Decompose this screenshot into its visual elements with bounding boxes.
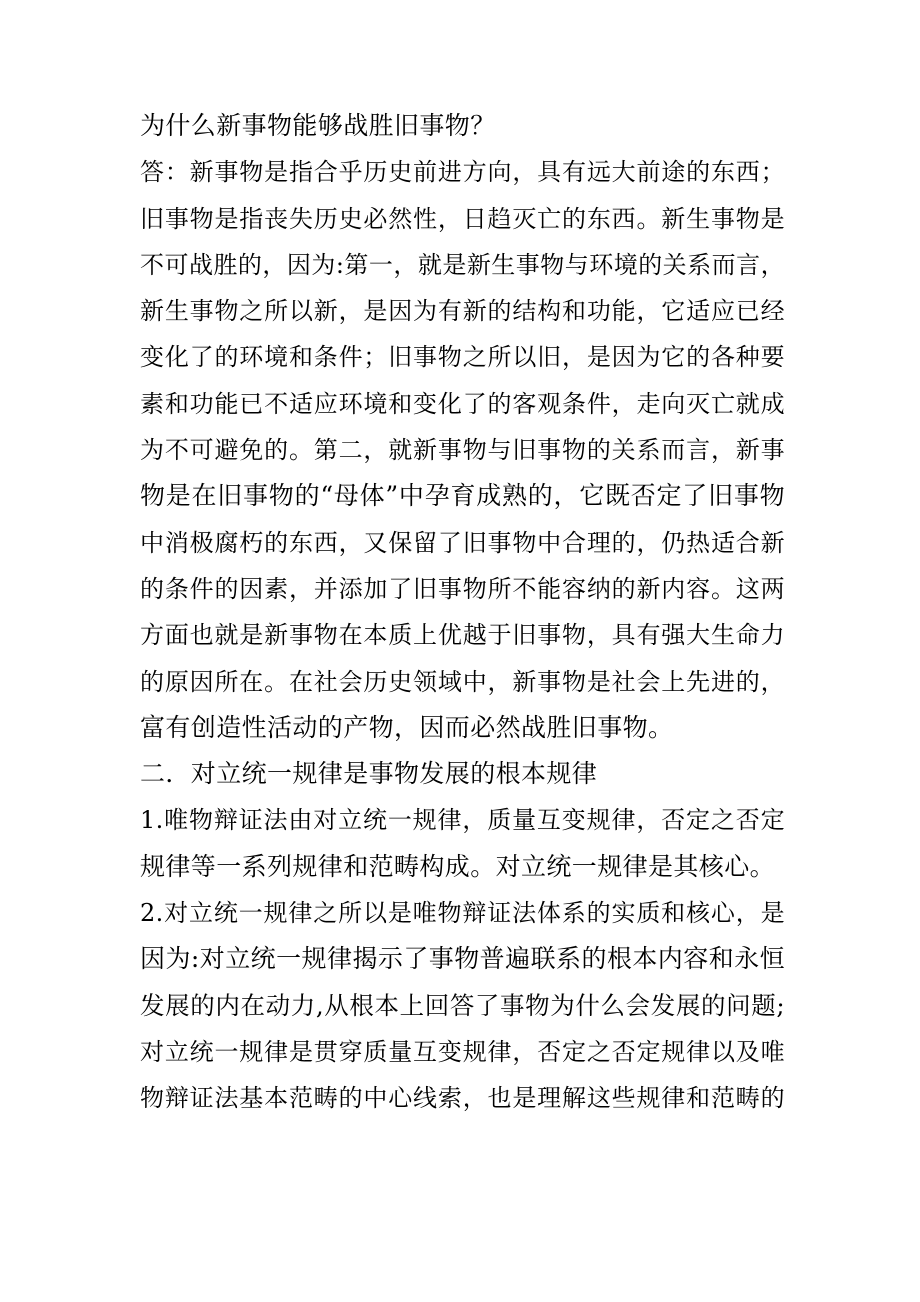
question-title: 为什么新事物能够战胜旧事物？ [140, 111, 496, 140]
paragraph-line: 变化了的环境和条件；旧事物之所以旧，是因为它的各种要 [140, 343, 785, 372]
paragraph-line: 富有创造性活动的产物，因而必然战胜旧事物。 [140, 712, 674, 742]
paragraph-line: 旧事物是指丧失历史必然性，日趋灭亡的东西。新生事物是 [140, 204, 785, 233]
paragraph-line: 物是在旧事物的“母体”中孕育成熟的，它既否定了旧事物 [140, 481, 785, 511]
paragraph-line: 不可战胜的，因为:第一，就是新生事物与环境的关系而言， [140, 250, 785, 279]
document-body [140, 103, 785, 1122]
paragraph-line: 新生事物之所以新，是因为有新的结构和功能，它适应已经 [140, 297, 785, 326]
numbered-item-line: 对立统一规律是贯穿质量互变规律，否定之否定规律以及唯 [140, 1037, 785, 1066]
section-heading: 二．对立统一规律是事物发展的根本规律 [140, 759, 598, 789]
paragraph-line: 素和功能已不适应环境和变化了的客观条件，走向灭亡就成 [140, 389, 785, 418]
numbered-item-line: 因为:对立统一规律揭示了事物普遍联系的根本内容和永恒 [140, 944, 785, 974]
numbered-item-line: 2.对立统一规律之所以是唯物辩证法体系的实质和核心，是 [140, 899, 785, 928]
paragraph-line: 的条件的因素，并添加了旧事物所不能容纳的新内容。这两 [140, 574, 785, 603]
numbered-item-line: 规律等一系列规律和范畴构成。对立统一规律是其核心。 [140, 851, 776, 881]
paragraph-line: 的原因所在。在社会历史领域中，新事物是社会上先进的， [140, 667, 785, 696]
numbered-item-line: 1.唯物辩证法由对立统一规律，质量互变规律，否定之否定 [140, 806, 785, 835]
numbered-item-line: 发展的内在动力,从根本上回答了事物为什么会发展的问题; [140, 990, 785, 1020]
paragraph-line: 方面也就是新事物在本质上优越于旧事物，具有强大生命力 [140, 621, 785, 650]
paragraph-line: 答：新事物是指合乎历史前进方向，具有远大前途的东西； [140, 158, 785, 187]
paragraph-line: 中消极腐朽的东西，又保留了旧事物中合理的，仍热适合新 [140, 528, 785, 557]
paragraph-line: 为不可避免的。第二，就新事物与旧事物的关系而言，新事 [140, 436, 785, 465]
numbered-item-line: 物辩证法基本范畴的中心线索，也是理解这些规律和范畴的 [140, 1084, 785, 1113]
